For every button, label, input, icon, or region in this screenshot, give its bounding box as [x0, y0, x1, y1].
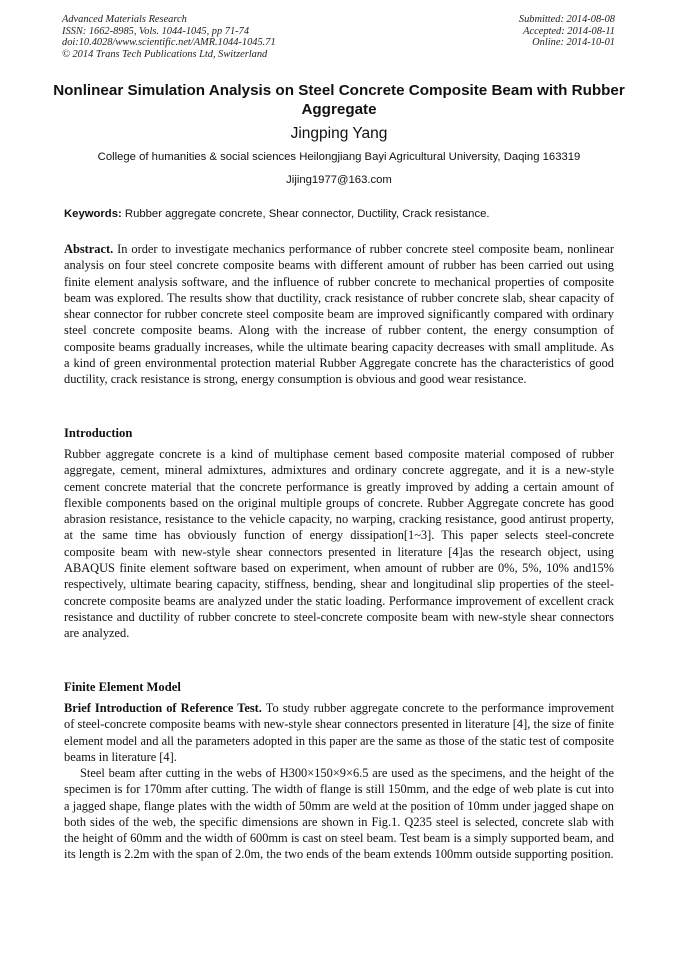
keywords: [64, 208, 490, 220]
steel-beam-paragraph: Steel beam after cutting in the webs of H300×150×9×6.5 are used as the specimens, and the height of the specimen is for 170mm after cutting. The width of flange is still 150mm, and the edge of web plate is cut into a jagged shape, flange plates with the width of 50mm are weld at the position of 10mm under jagged shape on both sides of the web, the specific dimensions are shown in Fig.1. Q235 steel is selected, concrete slab with the height of 60mm and the width of 600mm is cast on steel beam. Test beam is a simply supported beam, and its length is 2.2m with the span of 2.0m, the two ends of the beam extends 100mm outside supporting position.: [64, 766, 614, 862]
online-date: Online: 2014-10-01: [532, 37, 615, 49]
section-heading-introduction: Introduction: [64, 426, 133, 440]
section-heading-finite-element-model: Finite Element Model: [64, 680, 181, 694]
accepted-date: Accepted: 2014-08-11: [523, 25, 615, 37]
abstract-text: In order to investigate mechanics performance of rubber concrete steel composite beam, nonlinear analysis on four steel concrete composite beams with different amount of rubber has been carried out using finite element analysis software, and the influence of rubber concrete to mechanical properties of composite beam was explored. The results show that ductility, crack resistance of rubber concrete slab, shear capacity of shear connector for rubber concrete steel composite beam are improved significantly compared with ordinary steel concrete composite beams. Along with the increase of rubber content, the energy consumption of composite beams gradually increases, while the ultimate bearing capacity decreases with small amplitude. As a kind of green environmental protection material Rubber Aggregate concrete has the characteristics of good ductility, crack resistance is strong, energy consumption is obvious and good wear resistance.: [64, 242, 614, 387]
abstract-label: Abstract.: [64, 242, 114, 256]
doi-line: doi:10.4028/www.scientific.net/AMR.1044-1045.71: [62, 37, 276, 49]
author-email: Jijing1977@163.com: [286, 174, 392, 186]
introduction-body: Rubber aggregate concrete is a kind of multiphase cement based composite material composed of rubber aggregate, cement, mineral admixtures, admixtures and ordinary concrete aggregate, and it is a new-style cement concrete material that the concrete performance is greatly improved by adding a certain amount of flexible components based on the original multiple groups of concrete. Rubber Aggregate concrete has good abrasion resistance, resistance to the vehicle capacity, no warping, cracking resistance, good antirust property, at the same time has obviously function of energy dissipation[1~3]. This paper selects steel-concrete composite beam with new-style shear connectors presented in literature [4]as the research object, using ABAQUS finite element software based on experiment, when amount of rubber are 0%, 5%, 10% and15% respectively, ultimate bearing capacity, stiffness, bending, shear and longitudinal slip properties of the steel-concrete composite beams are analyzed under the static loading. Performance improvement of excellent crack resistance and ductility of rubber concrete to steel-concrete composite beam with new-style shear connectors are analyzed.: [64, 447, 614, 641]
author-affiliation: College of humanities & social sciences Heilongjiang Bayi Agricultural University, Daqing 163319: [97, 151, 581, 163]
submitted-date: Submitted: 2014-08-08: [518, 14, 615, 25]
subheading-reference-test: Brief Introduction of Reference Test.: [64, 701, 262, 715]
keywords-text: Rubber aggregate concrete, Shear connector, Ductility, Crack resistance.: [124, 208, 490, 220]
keywords-label: Keywords:: [64, 208, 122, 220]
publication-dates: [519, 14, 615, 49]
reference-test-text: To study rubber aggregate concrete to the performance improvement of steel-concrete composite beams with new-style shear connectors presented in literature [4], the size of finite element model and all the parameters adopted in this paper are the same as those of the static test of composite beams in literature [4].: [64, 701, 615, 764]
issn-line: ISSN: 1662-8985, Vols. 1044-1045, pp 71-74: [62, 25, 250, 37]
author-name: Jingping Yang: [290, 125, 388, 142]
paper-title: Nonlinear Simulation Analysis on Steel Concrete Composite Beam with Rubber Aggregate: [53, 82, 625, 118]
reference-test-paragraph: [64, 700, 614, 765]
journal-name: Advanced Materials Research: [62, 14, 187, 25]
journal-info: [62, 14, 276, 60]
copyright-line: © 2014 Trans Tech Publications Ltd, Switzerland: [62, 48, 268, 60]
abstract: [64, 241, 614, 388]
